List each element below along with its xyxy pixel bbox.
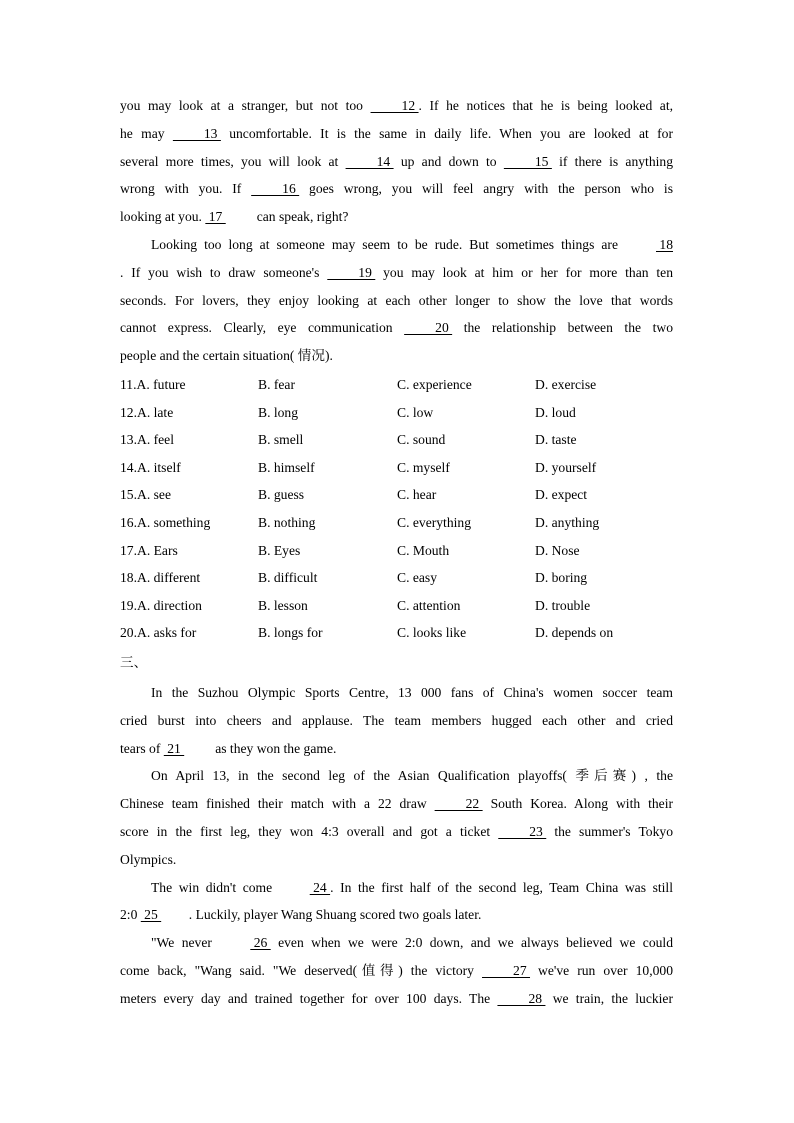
passage-text: score in the first leg, they won 4:3 overall and got a ticket: [120, 823, 499, 839]
passage-text: people and the certain situation( 情况).: [120, 348, 333, 364]
option-text: B. himself: [258, 459, 315, 475]
option-text: A. see: [137, 487, 171, 503]
option-b: [258, 371, 295, 399]
option-b: [258, 426, 303, 454]
option-c: [397, 564, 437, 592]
option-text: D. depends on: [535, 625, 614, 641]
option-d: [535, 509, 599, 537]
option-text: A. Ears: [137, 542, 178, 558]
passage-line: [120, 175, 673, 203]
option-a: [120, 454, 181, 482]
passage-text: you may look at a stranger, but not too: [120, 98, 371, 113]
option-a: [120, 619, 196, 647]
passage-text: as they won the game.: [211, 740, 337, 756]
passage-text: the relationship between the two: [452, 320, 673, 336]
option-text: B. guess: [258, 487, 305, 503]
option-b: [258, 564, 317, 592]
answer-blank: 20: [404, 320, 453, 336]
question-number: 14.: [120, 459, 137, 475]
option-text: B. smell: [258, 432, 304, 448]
answer-blank: 17: [205, 209, 226, 225]
passage-text: . If he notices that he is being looked at,: [418, 98, 674, 113]
option-d: [535, 426, 577, 454]
option-text: D. boring: [535, 570, 588, 586]
option-c: [397, 426, 445, 454]
option-a: [120, 592, 202, 620]
answer-blank: 18: [656, 236, 673, 252]
question-number: 17.: [120, 542, 137, 558]
option-text: C. Mouth: [397, 542, 450, 558]
passage-line: [120, 342, 673, 370]
passage-text: . Luckily, player Wang Shuang scored two goals later.: [188, 907, 482, 923]
passage-text: . If you wish to draw someone's: [120, 264, 328, 280]
option-text: D. taste: [535, 432, 577, 448]
passage-text: can speak, right?: [253, 209, 349, 225]
option-b: [258, 592, 308, 620]
option-a: [120, 564, 200, 592]
passage-line: [120, 790, 673, 818]
passage-line: [120, 901, 673, 929]
option-text: C. attention: [397, 597, 461, 613]
option-d: [535, 619, 613, 647]
passage-line: [120, 957, 673, 985]
reading-passage-part-2: [120, 679, 673, 1013]
passage-line: [120, 762, 673, 790]
question-row: [120, 481, 680, 509]
option-a: [120, 399, 173, 427]
question-row: [120, 371, 680, 399]
question-number: 16.: [120, 514, 137, 530]
passage-text: we train, the luckier: [545, 990, 673, 1006]
option-d: [535, 537, 580, 565]
passage-text: meters every day and trained together for over 100 days. The: [120, 990, 498, 1006]
passage-text: On April 13, in the second leg of the Asian Qualification playoffs( 季后赛) , the: [151, 768, 673, 784]
question-row: [120, 509, 680, 537]
option-d: [535, 481, 587, 509]
passage-line: [120, 818, 673, 846]
passage-text: you may look at him or her for more than ten: [375, 264, 674, 280]
option-text: A. future: [136, 377, 186, 392]
option-text: B. Eyes: [258, 542, 301, 558]
question-row: [120, 564, 680, 592]
question-row: [120, 426, 680, 454]
option-d: [535, 454, 596, 482]
option-b: [258, 399, 298, 427]
answer-blank: 28: [497, 990, 546, 1006]
option-a: [120, 509, 210, 537]
passage-line: [120, 314, 673, 342]
passage-line: [120, 679, 673, 707]
question-row: [120, 592, 680, 620]
answer-blank: 24: [309, 879, 331, 895]
passage-text: if there is anything: [551, 153, 673, 169]
passage-text: South Korea. Along with their: [482, 796, 674, 812]
answer-blank: 15: [503, 153, 552, 169]
option-text: C. myself: [397, 459, 450, 475]
passage-line: [120, 874, 673, 902]
passage-text: several more times, you will look at: [120, 153, 346, 169]
answer-blank: 13: [172, 125, 221, 141]
passage-text: "We never: [151, 935, 220, 951]
passage-text: . In the first half of the second leg, Team China was still: [330, 879, 673, 895]
option-b: [258, 509, 315, 537]
passage-text: we've run over 10,000: [530, 962, 673, 978]
option-text: A. late: [137, 404, 174, 420]
option-text: C. hear: [397, 487, 437, 503]
option-c: [397, 537, 449, 565]
question-number: 19.: [120, 597, 137, 613]
question-number: 20.: [120, 625, 137, 641]
answer-blank: 23: [498, 823, 547, 839]
passage-text: come back, "Wang said. "We deserved(值得) the victory: [120, 962, 483, 978]
option-text: B. nothing: [258, 514, 316, 530]
option-d: [535, 564, 587, 592]
passage-text: wrong with you. If: [120, 181, 252, 197]
option-c: [397, 454, 450, 482]
question-number: 11.: [120, 377, 137, 392]
option-c: [397, 371, 472, 399]
option-text: C. everything: [397, 514, 471, 530]
passage-text: seconds. For lovers, they enjoy looking at each other longer to show the love that words: [120, 292, 673, 308]
option-a: [120, 537, 178, 565]
option-text: D. anything: [535, 514, 600, 530]
section-three-heading: 三、: [120, 655, 148, 670]
reading-passage-part-1: [120, 92, 673, 370]
option-text: B. difficult: [258, 570, 318, 586]
option-b: [258, 481, 304, 509]
option-text: A. asks for: [137, 625, 197, 641]
option-c: [397, 481, 436, 509]
option-text: A. itself: [137, 459, 181, 475]
option-c: [397, 509, 471, 537]
option-text: A. different: [137, 570, 201, 586]
question-row: [120, 619, 680, 647]
passage-line: [120, 985, 673, 1013]
option-a: [120, 481, 171, 509]
option-a: [120, 426, 174, 454]
answer-blank: 26: [250, 935, 271, 951]
passage-line: [120, 735, 673, 763]
answer-blank: 16: [251, 181, 300, 197]
option-text: D. Nose: [535, 542, 580, 558]
passage-text: Looking too long at someone may seem to be rude. But sometimes things are: [151, 236, 625, 252]
passage-line: [120, 929, 673, 957]
passage-text: he may: [120, 125, 173, 141]
option-text: D. trouble: [535, 597, 591, 613]
option-c: [397, 619, 466, 647]
passage-text: In the Suzhou Olympic Sports Centre, 13 000 fans of China's women soccer team: [151, 685, 673, 700]
passage-line: [120, 148, 673, 176]
question-row: [120, 537, 680, 565]
option-b: [258, 454, 315, 482]
passage-line: [120, 707, 673, 735]
option-d: [535, 399, 576, 427]
passage-line: [120, 92, 673, 120]
option-d: [535, 592, 590, 620]
answer-blank: 14: [345, 153, 394, 169]
option-b: [258, 537, 300, 565]
option-text: C. experience: [397, 377, 472, 392]
passage-text: The win didn't come: [151, 879, 279, 895]
option-text: C. looks like: [397, 625, 467, 641]
option-text: D. yourself: [535, 459, 597, 475]
passage-text: uncomfortable. It is the same in daily life. When you are looked at for: [220, 125, 673, 141]
question-number: 18.: [120, 570, 137, 586]
passage-text: 2:0: [120, 907, 141, 923]
question-row: [120, 454, 680, 482]
question-number: 13.: [120, 432, 137, 448]
question-number: 12.: [120, 404, 137, 420]
passage-text: even when we were 2:0 down, and we always believed we could: [270, 935, 673, 951]
option-text: B. fear: [258, 377, 295, 392]
passage-text: Olympics.: [120, 851, 177, 867]
passage-text: cannot express. Clearly, eye communication: [120, 320, 405, 336]
answer-blank: 25: [140, 907, 162, 923]
option-text: A. something: [137, 514, 211, 530]
option-text: C. low: [397, 404, 434, 420]
option-text: C. easy: [397, 570, 438, 586]
passage-text: Chinese team finished their match with a 22 draw: [120, 796, 435, 812]
passage-text: tears of: [120, 740, 164, 756]
option-c: [397, 399, 433, 427]
passage-text: cried burst into cheers and applause. The team members hugged each other and cried: [120, 712, 673, 728]
option-a: [120, 371, 186, 399]
passage-text: looking at you.: [120, 209, 206, 225]
option-c: [397, 592, 460, 620]
answer-blank: 22: [434, 796, 483, 812]
option-text: B. longs for: [258, 625, 323, 641]
option-text: D. exercise: [535, 377, 597, 392]
option-d: [535, 371, 596, 399]
option-text: B. long: [258, 404, 299, 420]
option-text: D. expect: [535, 487, 588, 503]
answer-blank: 21: [163, 740, 185, 756]
option-text: A. direction: [137, 597, 202, 613]
question-number: 15.: [120, 487, 137, 503]
passage-text: goes wrong, you will feel angry with the person who is: [299, 181, 673, 197]
option-text: B. lesson: [258, 597, 308, 613]
option-b: [258, 619, 323, 647]
question-row: [120, 399, 680, 427]
passage-line: [120, 231, 673, 259]
answer-blank: 19: [327, 264, 376, 280]
passage-line: [120, 203, 673, 231]
passage-line: [120, 287, 673, 315]
passage-text: up and down to: [393, 153, 504, 169]
passage-text: the summer's Tokyo: [546, 823, 673, 839]
passage-line: [120, 259, 673, 287]
answer-options: [120, 371, 680, 647]
passage-line: [120, 846, 673, 874]
option-text: C. sound: [397, 432, 446, 448]
answer-blank: 27: [482, 962, 531, 978]
option-text: A. feel: [137, 432, 174, 448]
answer-blank: 12: [370, 98, 419, 113]
option-text: D. loud: [535, 404, 576, 420]
passage-line: [120, 120, 673, 148]
